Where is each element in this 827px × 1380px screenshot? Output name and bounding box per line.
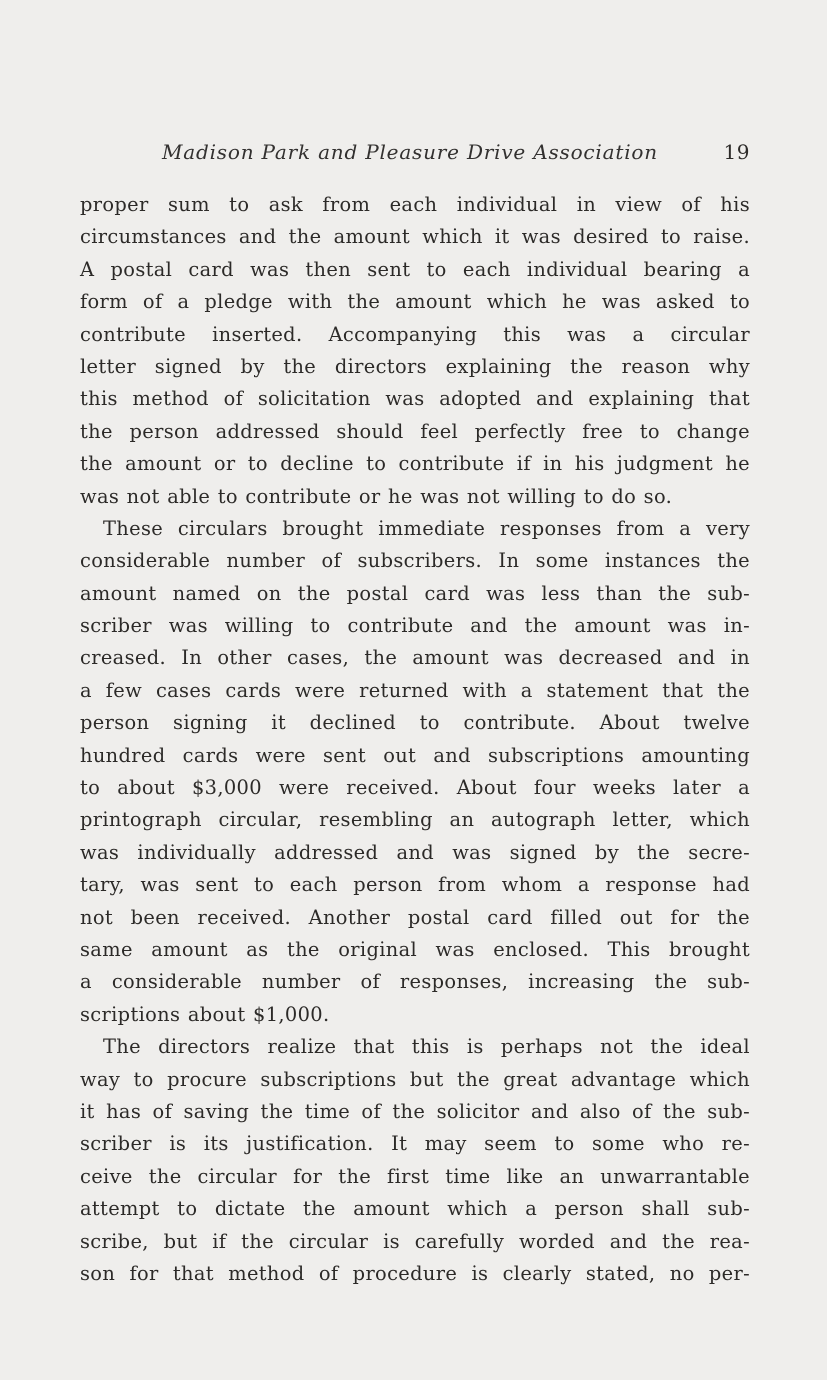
- text-line: scriber is its justification. It may seem to some who re-: [80, 1132, 750, 1156]
- text-line: form of a pledge with the amount which he was asked to: [80, 290, 750, 314]
- text-line: a considerable number of responses, increasing the sub-: [80, 970, 750, 994]
- text-line: a few cases cards were returned with a statement that the: [80, 678, 750, 702]
- text-line: person signing it declined to contribute. About twelve: [80, 711, 750, 735]
- text-line: tary, was sent to each person from whom a response had: [80, 873, 750, 897]
- text-line: attempt to dictate the amount which a person shall sub-: [80, 1197, 750, 1221]
- paragraph-2: [80, 513, 750, 1031]
- text-line: same amount as the original was enclosed. This brought: [80, 937, 750, 961]
- text-line: scriber was willing to contribute and the amount was in-: [80, 614, 750, 638]
- text-line: A postal card was then sent to each individual bearing a: [80, 257, 750, 281]
- text-line: to about $3,000 were received. About four weeks later a: [80, 776, 750, 800]
- text-line: considerable number of subscribers. In some instances the: [80, 549, 750, 573]
- text-line: this method of solicitation was adopted and explaining that: [80, 387, 750, 411]
- text-line: printograph circular, resembling an autograph letter, which: [80, 808, 750, 832]
- body-text: [80, 189, 750, 1290]
- text-line: circumstances and the amount which it was desired to raise.: [80, 225, 750, 249]
- text-line: not been received. Another postal card filled out for the: [80, 905, 750, 929]
- text-line: way to procure subscriptions but the great advantage which: [80, 1067, 750, 1091]
- text-line: the person addressed should feel perfectly free to change: [80, 419, 750, 443]
- text-line: amount named on the postal card was less than the sub-: [80, 581, 750, 605]
- text-line: These circulars brought immediate responses from a very: [103, 516, 750, 540]
- text-line: The directors realize that this is perhaps not the ideal: [103, 1035, 750, 1059]
- text-line: ceive the circular for the first time like an unwarrantable: [80, 1164, 750, 1188]
- text-line: scribe, but if the circular is carefully worded and the rea-: [80, 1229, 750, 1253]
- text-line: creased. In other cases, the amount was decreased and in: [80, 646, 750, 670]
- text-line: proper sum to ask from each individual in view of his: [80, 193, 750, 216]
- text-line: hundred cards were sent out and subscriptions amounting: [80, 743, 750, 767]
- running-head: [80, 140, 750, 170]
- text-line: letter signed by the directors explaining the reason why: [80, 354, 750, 378]
- paragraph-1: [80, 189, 750, 513]
- text-line: the amount or to decline to contribute if in his judgment he: [80, 452, 750, 476]
- text-line: contribute inserted. Accompanying this was a circular: [80, 322, 750, 346]
- text-line: was not able to contribute or he was not willing to do so.: [80, 484, 673, 508]
- text-line: it has of saving the time of the solicitor and also of the sub-: [80, 1099, 750, 1123]
- page-number: 19: [723, 140, 750, 164]
- text-line: scriptions about $1,000.: [80, 1002, 330, 1026]
- paragraph-3: [80, 1031, 750, 1290]
- text-line: was individually addressed and was signed by the secre-: [80, 840, 750, 864]
- text-line: son for that method of procedure is clearly stated, no per-: [80, 1261, 750, 1285]
- running-head-title: Madison Park and Pleasure Drive Association: [162, 140, 658, 164]
